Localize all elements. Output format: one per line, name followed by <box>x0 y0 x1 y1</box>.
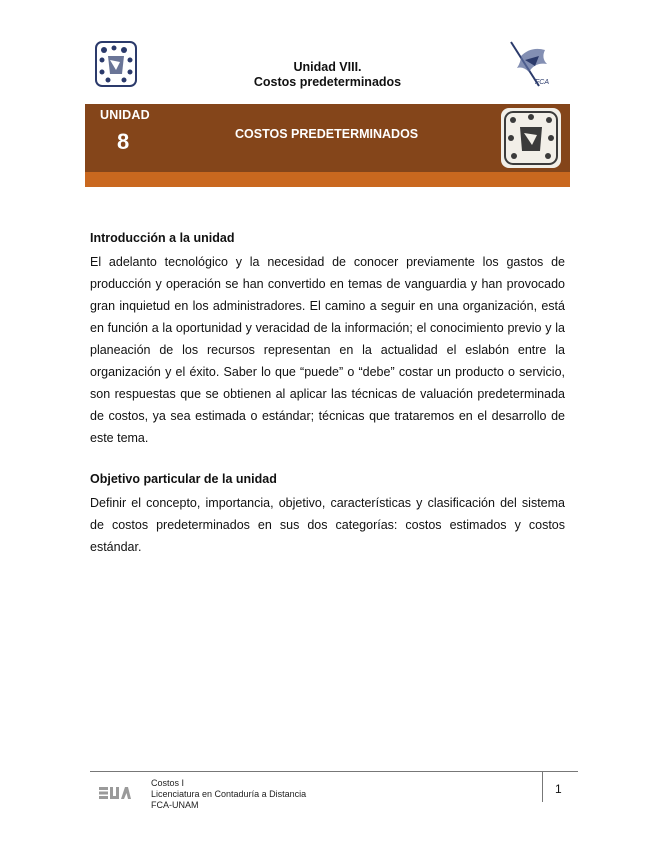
unit-number: 8 <box>117 129 130 154</box>
footer-text <box>151 778 306 811</box>
unit-title: COSTOS PREDETERMINADOS <box>235 127 419 141</box>
header-title-line2: Costos predeterminados <box>253 75 402 89</box>
unit-banner <box>85 104 570 187</box>
header-title-line1: Unidad VIII. <box>293 60 362 74</box>
footer-institution: FCA-UNAM <box>151 800 199 810</box>
page-number: 1 <box>555 782 562 796</box>
main-content <box>90 230 565 558</box>
section-body-intro: El adelanto tecnológico y la necesidad de conocer previamente los gastos de producción y operación se han convertido en temas de vanguardia y han provocado gran inquietud en los administradores. El camino a seguir en una organización, está en función a la oportunidad y veracidad de la información; el conocimiento previo y la planeación de los recursos representan en la actualidad el eslabón entre la organización y el éxito. Saber lo que “puede” o “debe” costar un producto o servicio, son respuestas que se obtienen al aplicar las técnicas de valuación predeterminada de costos, ya sea estimada o estándar; técnicas que trataremos en el desarrollo de este tema. <box>90 255 565 445</box>
section-body-objective: Definir el concepto, importancia, objetivo, características y clasificación del sistema de costos predeterminados en sus dos categorías: costos estimados y costos estándar. <box>90 496 565 554</box>
sua-logo <box>99 785 131 806</box>
section-heading-intro: Introducción a la unidad <box>90 231 235 245</box>
footer-divider <box>90 771 578 772</box>
svg-text:FCA: FCA <box>535 79 549 86</box>
footer-course: Costos I <box>151 778 185 788</box>
banner-strip <box>85 172 570 187</box>
header-title <box>0 60 655 90</box>
unam-crest-logo <box>500 107 562 174</box>
section-heading-objective: Objetivo particular de la unidad <box>90 472 277 486</box>
footer-program: Licenciatura en Contaduría a Distancia <box>151 789 307 799</box>
unit-label: UNIDAD <box>100 108 150 122</box>
footer-vertical-divider <box>542 771 543 802</box>
